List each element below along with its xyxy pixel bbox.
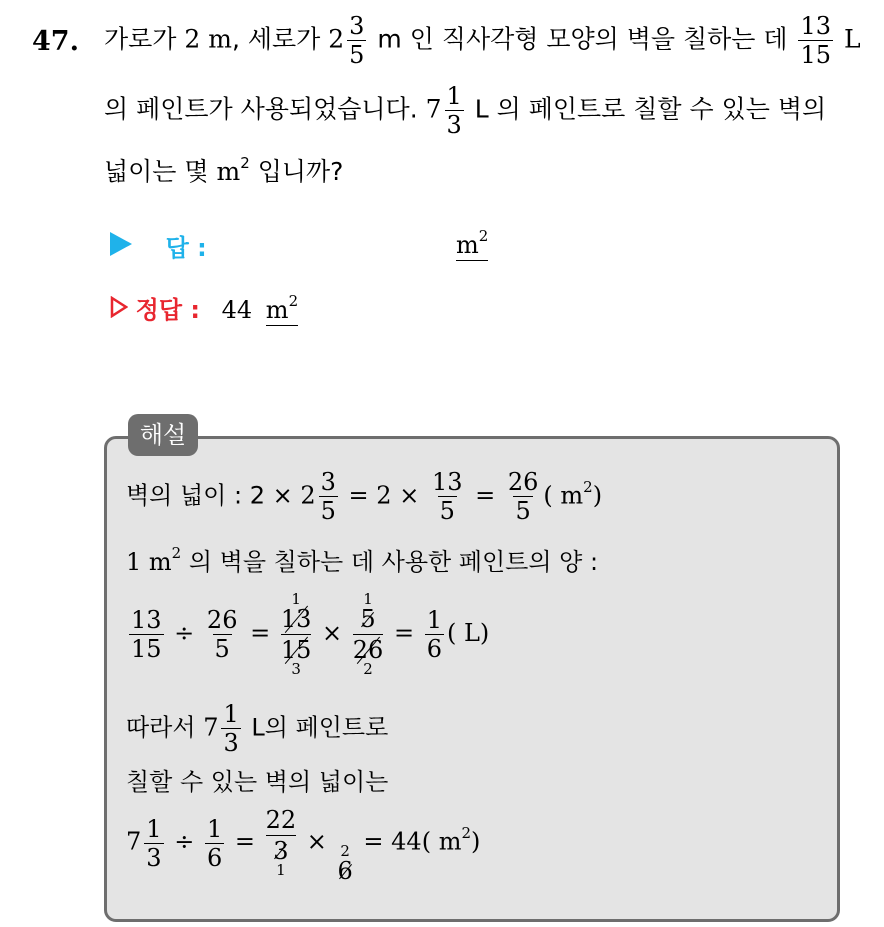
denominator: 3 [223, 729, 239, 757]
solution-line-1 [126, 470, 602, 523]
fraction [425, 608, 444, 661]
reduced-denominator: 3 [291, 660, 301, 678]
cancelled-denominator: 15 [280, 636, 312, 664]
text: ) [471, 827, 481, 856]
solution-line-6 [126, 808, 480, 883]
fraction [445, 84, 464, 137]
mixed-whole: 7 [126, 827, 142, 856]
text: ( m [543, 481, 584, 510]
mixed-whole: 7 [425, 94, 442, 124]
text: 따라서 [126, 713, 204, 742]
cancelled-value: 6 [337, 856, 353, 885]
superscript: 2 [171, 544, 182, 562]
solution-line-3 [126, 592, 489, 677]
divide-sign: ÷ [166, 619, 202, 647]
fraction [205, 608, 240, 661]
fraction [221, 702, 240, 755]
times-sign: × [299, 827, 335, 856]
denominator: 5 [214, 635, 230, 663]
fraction [129, 608, 164, 661]
text: 의 벽을 칠하는 데 사용한 페인트의 양 : [181, 548, 599, 576]
fraction [205, 814, 224, 872]
correct-value: 44 [221, 296, 253, 324]
denominator: 5 [515, 497, 531, 525]
equals-sign: = [386, 619, 422, 647]
answer-row [110, 228, 207, 263]
text: = 2 × [340, 481, 427, 510]
fraction [144, 814, 163, 872]
numerator: 3 [320, 468, 336, 496]
text: 입니까? [249, 157, 344, 186]
superscript: 2 [240, 153, 250, 172]
mixed-whole: 2 [328, 24, 345, 54]
denominator: 15 [131, 635, 162, 663]
numerator: 3 [349, 12, 365, 40]
text: L 의 페인트로 칠할 수 있는 벽의 [466, 94, 827, 124]
cancelled-number [337, 841, 353, 885]
fraction [430, 470, 465, 523]
fraction [319, 470, 338, 523]
reduced-denominator: 2 [363, 660, 373, 678]
cancelled-fraction [266, 808, 297, 878]
fraction-bar [266, 835, 297, 836]
mixed-whole: 2 [300, 481, 316, 510]
text: = [467, 481, 503, 510]
text: m 인 직사각형 모양의 벽을 칠하는 데 [369, 24, 796, 54]
outline-arrow-icon [110, 296, 128, 318]
denominator: 5 [320, 497, 336, 525]
question-line-3 [104, 152, 343, 188]
solution-line-5 [126, 762, 388, 797]
denominator: 6 [206, 843, 223, 872]
numerator: 1 [446, 82, 462, 110]
reduced-numerator: 1 [363, 590, 373, 608]
superscript: 2 [461, 823, 471, 842]
question-line-2 [104, 84, 826, 137]
denominator: 6 [426, 635, 442, 663]
text: 칠할 수 있는 벽의 넓이는 [126, 768, 389, 796]
numerator: 13 [131, 606, 162, 634]
width-value: 2 m [184, 24, 232, 54]
text: 넓이는 몇 [104, 157, 217, 186]
text: , 세로가 [231, 24, 329, 54]
text: 가로가 [104, 24, 185, 54]
solution-line-4 [126, 702, 388, 755]
superscript: 2 [288, 292, 299, 310]
denominator: 5 [439, 497, 455, 525]
numerator: 13 [431, 468, 463, 496]
unit: m [265, 296, 289, 324]
paint-fraction [798, 14, 833, 67]
fraction-bar [281, 634, 312, 635]
text: = 44( m [355, 827, 462, 856]
mixed-whole: 7 [203, 713, 219, 742]
cancelled-denominator: 3 [273, 837, 289, 865]
text: 의 페인트가 사용되었습니다. [104, 94, 426, 124]
answer-label: 답 : [165, 234, 207, 262]
numerator: 13 [800, 12, 832, 40]
numerator: 26 [507, 468, 539, 496]
correct-answer-row [110, 290, 298, 325]
numerator: 1 [146, 814, 162, 843]
times-sign: × [314, 619, 350, 647]
unit: m [216, 157, 241, 186]
text: 1 m [126, 548, 172, 576]
correct-label: 정답 : [135, 296, 200, 324]
cancelled-numerator: 5 [360, 605, 376, 633]
equals-sign: = [242, 619, 278, 647]
superscript: 2 [478, 227, 489, 245]
solution-tag: 해설 [128, 414, 198, 456]
numerator: 1 [223, 700, 239, 728]
question-number: 47. [32, 26, 79, 57]
unit: m [456, 231, 479, 259]
denominator: 3 [446, 111, 462, 139]
denominator: 5 [349, 41, 365, 69]
unit: L [836, 24, 861, 54]
cancelled-fraction [281, 592, 312, 677]
text: ) [592, 481, 603, 510]
reduced-numerator: 1 [291, 590, 301, 608]
answer-unit [456, 227, 489, 259]
reduced-denominator: 1 [276, 861, 286, 879]
play-arrow-icon [110, 232, 132, 256]
solution-line-2 [126, 542, 598, 577]
text: 벽의 넓이 : 2 × [126, 481, 301, 510]
equals-sign: = [227, 827, 263, 856]
fraction [506, 470, 541, 523]
denominator: 3 [146, 843, 162, 872]
numerator: 1 [206, 814, 223, 843]
unit: ( L) [446, 619, 490, 647]
divide-sign: ÷ [166, 827, 202, 856]
numerator: 1 [426, 606, 442, 634]
cancelled-numerator: 13 [280, 605, 312, 633]
numerator: 22 [265, 806, 297, 834]
superscript: 2 [583, 477, 593, 496]
height-fraction [347, 14, 366, 67]
cancelled-fraction [353, 592, 384, 677]
denominator: 15 [800, 41, 832, 69]
question-line-1 [104, 14, 861, 67]
reduced-value: 2 [340, 841, 350, 860]
numerator: 26 [206, 606, 238, 634]
text: L의 페인트로 [243, 713, 389, 742]
fraction-bar [353, 634, 384, 635]
cancelled-denominator: 26 [352, 636, 384, 664]
